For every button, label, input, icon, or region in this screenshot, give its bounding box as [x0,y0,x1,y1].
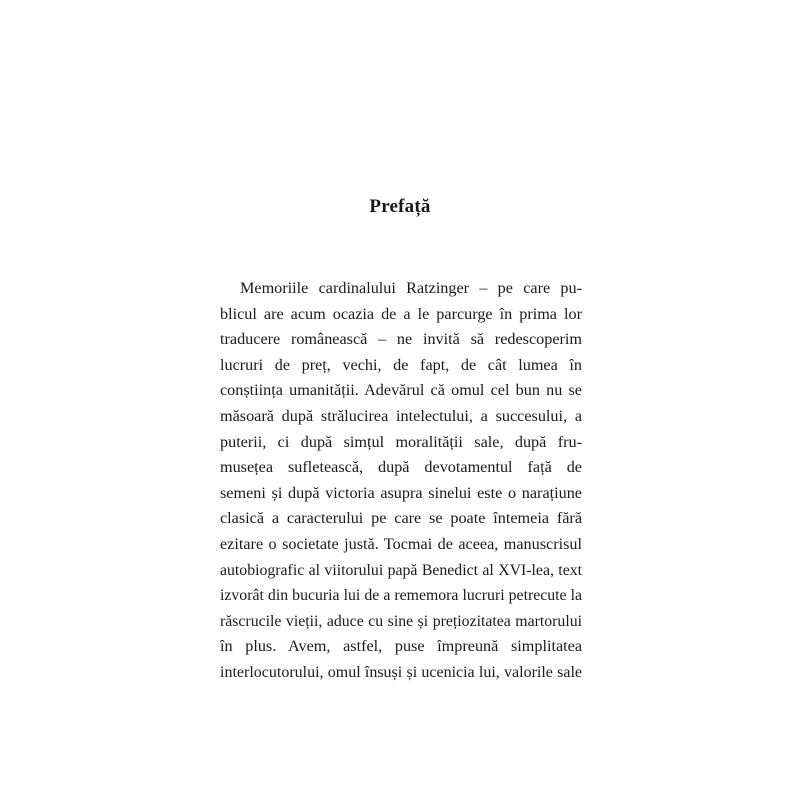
text-line: lucruri de preț, vechi, de fapt, de cât lumea în [220,355,582,374]
text-line: ezitare o societate justă. Tocmai de aceea, manuscrisul [220,534,582,553]
text-line: izvorât din bucuria lui de a rememora lucruri petrecute la [220,587,582,605]
text-line: semeni și după victoria asupra sinelui este o narațiune [220,483,582,502]
text-line: măsoară după strălucirea intelectului, a succesului, a [220,406,582,425]
text-line: conștiința umanității. Adevărul că omul cel bun nu se [220,381,582,400]
text-line: musețea sufletească, după devotamentul față de [220,458,582,477]
text-line: în plus. Avem, astfel, puse împreună simplitatea [220,637,582,656]
text-line: puterii, ci după simțul moralității sale, după fru- [220,432,582,451]
text-line: blicul are acum ocazia de a le parcurge în prima lor [220,304,582,323]
text-line: autobiografic al viitorului papă Benedict al XVI-lea, text [220,561,582,579]
body-text [220,276,582,686]
text-line: interlocutorului, omul însuși și ucenicia lui, valorile sale [220,663,582,681]
chapter-title: Prefață [369,196,431,217]
text-line: Memoriile cardinalului Ratzinger – pe care pu- [240,279,582,297]
text-line: clasică a caracterului pe care se poate întemeia fără [220,509,582,528]
text-line: traducere românească – ne invită să redescoperim [220,330,582,349]
text-line: răscrucile vieții, aduce cu sine și prețiozitatea martorului [220,612,582,630]
